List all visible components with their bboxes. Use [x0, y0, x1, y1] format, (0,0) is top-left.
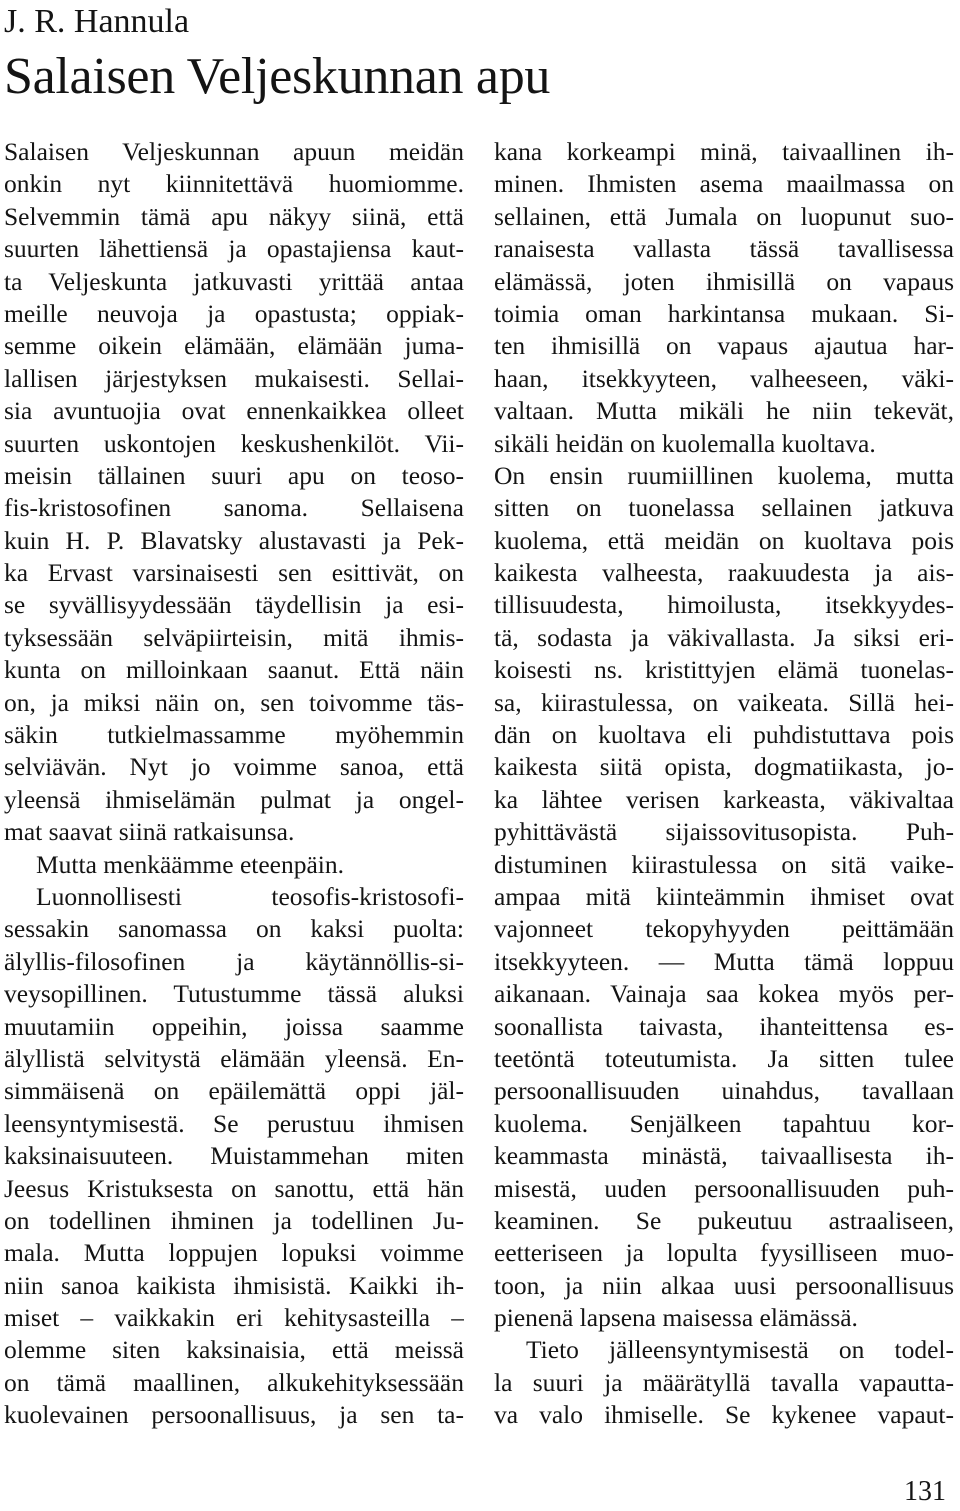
- text-line: mala. Mutta loppujen lopuksi voimme: [4, 1238, 464, 1268]
- text-line: muutamiin oppeihin, joissa saamme: [4, 1011, 464, 1041]
- text-line: leensyntymisestä. Se perustuu ihmisen: [4, 1108, 464, 1138]
- text-line: dän on kuoltava eli puhdistuttava pois: [494, 720, 954, 750]
- text-line: ka lähtee verisen karkeasta, väkivaltaa: [494, 784, 954, 814]
- text-line: kaikesta siitä opista, dogmatiikasta, jo-: [494, 752, 954, 782]
- text-line: toon, ja niin alkaa uusi persoonallisuus: [494, 1270, 954, 1300]
- text-line: säkin tutkielmassamme myöhemmin: [4, 720, 464, 750]
- text-line: eetteriseen ja lopulta fyysilliseen muo-: [494, 1238, 954, 1268]
- text-line: onkin nyt kiinnitettävä huomiomme.: [4, 169, 464, 199]
- text-line: soonallista taivasta, ihanteittensa es-: [494, 1011, 954, 1041]
- text-line: kuolema, että meidän on kuoltava pois: [494, 525, 954, 555]
- text-line: keaminen. Se pukeutuu astraaliseen,: [494, 1205, 954, 1235]
- text-line: on todellinen ihminen ja todellinen Ju-: [4, 1205, 464, 1235]
- author-name: J. R. Hannula: [4, 3, 190, 40]
- text-line: persoonallisuuden uinahdus, tavallaan: [494, 1076, 954, 1106]
- text-line: miset – vaikkakin eri kehitysasteilla –: [4, 1303, 464, 1333]
- text-line: suurten lähettiensä ja opastajiensa kaut-: [4, 234, 464, 264]
- text-line: simmäisenä on epäilemättä oppi jäl-: [4, 1076, 464, 1106]
- text-line: meisin tällainen suuri apu on teoso-: [4, 460, 464, 490]
- text-line: tä, sodasta ja väkivallasta. Ja siksi eri-: [494, 622, 954, 652]
- text-line: kuolema. Senjälkeen tapahtuu kor-: [494, 1108, 954, 1138]
- text-line: haan, itsekkyyteen, valheeseen, väki-: [494, 363, 954, 393]
- text-line: sessakin sanomassa on kaksi puolta:: [4, 914, 464, 944]
- text-line: älyllistä selvitystä elämään yleensä. En-: [4, 1043, 464, 1073]
- text-line: ta Veljeskunta jatkuvasti yrittää antaa: [4, 266, 464, 296]
- text-line: meille neuvoja ja opastusta; oppiak-: [4, 298, 464, 328]
- left-text-column: [4, 136, 464, 1432]
- text-line: Mutta menkäämme eteenpäin.: [36, 849, 345, 879]
- text-line: sa, kiirastulessa, on vaikeata. Sillä hei-: [494, 687, 954, 717]
- text-line: niin sanoa kaikista ihmisistä. Kaikki ih-: [4, 1270, 464, 1300]
- text-line: lallisen järjestyksen mukaisesti. Sellai-: [4, 363, 464, 393]
- text-line: Luonnollisesti teosofis-kristosofi-: [36, 881, 464, 911]
- text-line: distuminen kiirastulessa on sitä vaike-: [494, 849, 954, 879]
- text-line: la suuri ja määrätyllä tavalla vapautta-: [494, 1367, 954, 1397]
- text-line: minen. Ihmisten asema maailmassa on: [494, 169, 954, 199]
- page-number: 131: [904, 1476, 946, 1507]
- text-line: teetöntä toteutumista. Ja sitten tulee: [494, 1043, 954, 1073]
- text-line: suurten uskontojen keskushenkilöt. Vii-: [4, 428, 464, 458]
- text-line: pyhittävästä sijaissovitusopista. Puh-: [494, 817, 954, 847]
- text-line: keammasta minästä, taivaallisesta ih-: [494, 1141, 954, 1171]
- text-line: semme oikein elämään, elämään juma-: [4, 331, 464, 361]
- text-line: misestä, uuden persoonallisuuden puh-: [494, 1173, 954, 1203]
- text-line: tyksessään selväpiirteisin, mitä ihmis-: [4, 622, 464, 652]
- text-line: olemme siten kaksinaisia, että meissä: [4, 1335, 464, 1365]
- text-line: kaksinaisuuteen. Muistammehan miten: [4, 1141, 464, 1171]
- text-line: kuolevainen persoonallisuus, ja sen ta-: [4, 1400, 464, 1430]
- text-line: pienenä lapsena maisessa elämässä.: [494, 1303, 858, 1333]
- text-line: valtaan. Mutta mikäli he niin tekevät,: [494, 396, 954, 426]
- text-line: Selvemmin tämä apu näkyy siinä, että: [4, 201, 464, 231]
- text-line: koisesti ns. kristittyjen elämä tuonelas-: [494, 655, 954, 685]
- text-line: ampaa mitä kiinteämmin ihmiset ovat: [494, 881, 954, 911]
- right-text-column: [494, 136, 954, 1432]
- text-line: tillisuudesta, himoilusta, itsekkyydes-: [494, 590, 954, 620]
- text-line: kana korkeampi minä, taivaallinen ih-: [494, 137, 954, 166]
- text-line: kunta on milloinkaan saanut. Että näin: [4, 655, 464, 685]
- text-line: itsekkyyteen. — Mutta tämä loppuu: [494, 946, 954, 976]
- text-line: kuin H. P. Blavatsky alustavasti ja Pek-: [4, 525, 464, 555]
- text-line: Salaisen Veljeskunnan apuun meidän: [4, 137, 464, 166]
- text-line: sellainen, että Jumala on luopunut suo-: [494, 201, 954, 231]
- text-line: on, ja miksi näin on, sen toivomme täs-: [4, 687, 464, 717]
- text-line: elämässä, joten ihmisillä on vapaus: [494, 266, 954, 296]
- text-line: se syvällisyydessään täydellisin ja esi-: [4, 590, 464, 620]
- text-line: va valo ihmiselle. Se kykenee vapaut-: [494, 1400, 954, 1430]
- text-line: veysopillinen. Tutustumme tässä aluksi: [4, 979, 464, 1009]
- text-line: on tämä maallinen, alkukehityksessään: [4, 1367, 464, 1397]
- text-line: aikanaan. Vainaja saa kokea myös per-: [494, 979, 954, 1009]
- text-line: sia avuntuojia ovat ennenkaikkea olleet: [4, 396, 464, 426]
- text-line: sitten on tuonelassa sellainen jatkuva: [494, 493, 954, 523]
- text-line: Tieto jälleensyntymisestä on todel-: [526, 1335, 954, 1365]
- text-line: fis-kristosofinen sanoma. Sellaisena: [4, 493, 464, 523]
- text-line: vajonneet tekopyhyyden peittämään: [494, 914, 954, 944]
- text-line: selviävän. Nyt jo voimme sanoa, että: [4, 752, 464, 782]
- text-line: ka Ervast varsinaisesti sen esittivät, on: [4, 558, 464, 588]
- text-line: On ensin ruumiillinen kuolema, mutta: [494, 460, 954, 490]
- text-line: ranaisesta vallasta tässä tavallisessa: [494, 234, 954, 264]
- text-line: sikäli heidän on kuolemalla kuoltava.: [494, 428, 876, 458]
- article-title: Salaisen Veljeskunnan apu: [4, 48, 551, 105]
- text-line: kaikesta valheesta, raakuudesta ja ais-: [494, 558, 954, 588]
- text-line: mat saavat siinä ratkaisunsa.: [4, 817, 295, 847]
- text-line: toimia oman harkintansa mukaan. Si-: [494, 298, 954, 328]
- text-line: Jeesus Kristuksesta on sanottu, että hän: [4, 1173, 464, 1203]
- text-line: yleensä ihmiselämän pulmat ja ongel-: [4, 784, 464, 814]
- text-line: ten ihmisillä on vapaus ajautua har-: [494, 331, 954, 361]
- text-line: älyllis-filosofinen ja käytännöllis-si-: [4, 946, 464, 976]
